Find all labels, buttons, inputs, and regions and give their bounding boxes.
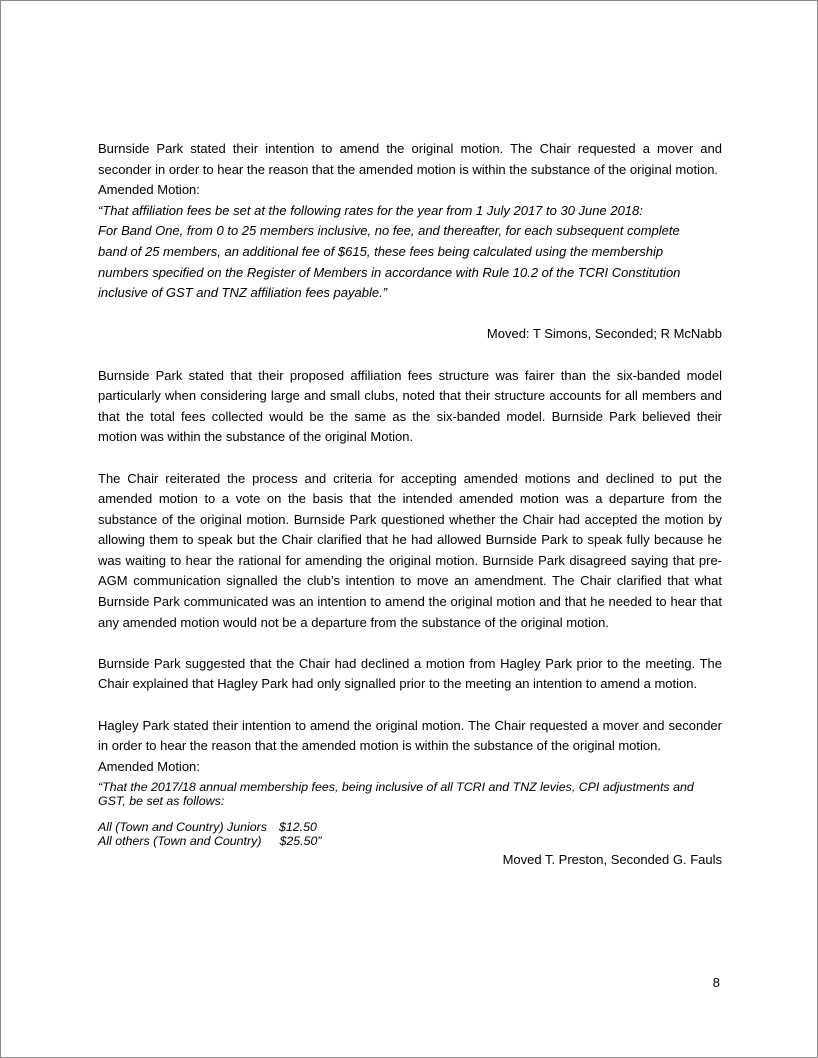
page-content bbox=[98, 139, 722, 871]
moved-seconded-1: Moved: T Simons, Seconded; R McNabb bbox=[486, 326, 722, 342]
amended-motion-label-1: Amended Motion: bbox=[98, 182, 200, 198]
motion-line: band of 25 members, an additional fee of $615, these fees being calculated using the membership bbox=[98, 243, 664, 259]
fee-row bbox=[98, 821, 722, 834]
motion-line: inclusive of GST and TNZ affiliation fees payable.” bbox=[98, 285, 388, 301]
fee-value: $25.50” bbox=[279, 833, 322, 848]
fee-label: All others (Town and Country) bbox=[98, 833, 262, 848]
amended-motion-text-1 bbox=[98, 201, 722, 304]
fee-value: $12.50 bbox=[278, 820, 317, 835]
amended-motion-label-2: Amended Motion: bbox=[98, 758, 200, 774]
fee-list bbox=[98, 821, 722, 848]
amended-motion-text-2: “That the 2017/18 annual membership fees, being inclusive of all TCRI and TNZ levies, CPI adjustments and GST, be set as follows: bbox=[98, 780, 694, 808]
fee-label: All (Town and Country) Juniors bbox=[98, 820, 267, 835]
paragraph-burnside-intention: Burnside Park stated their intention to amend the original motion. The Chair requested a mover and seconder in order to hear the reason that the amended motion is within the substance of the original motion. bbox=[98, 141, 722, 177]
moved-seconded-2: Moved T. Preston, Seconded G. Fauls bbox=[502, 852, 722, 868]
paragraph-fee-structure: Burnside Park stated that their proposed affiliation fees structure was fairer than the six-banded model particularly when considering large and small clubs, noted that their structure accounts for all members and that the total fees collected would be the same as the six-banded model. Burnside Park believed their motion was within the substance of the original Motion. bbox=[98, 367, 722, 445]
paragraph-chair-reiterated: The Chair reiterated the process and criteria for accepting amended motions and declined to put the amended motion to a vote on the basis that the intended amended motion was a departure from the substance of the original motion. Burnside Park questioned whether the Chair had accepted the motion by allowing them to speak but the Chair clarified that he had allowed Burnside Park to speak fully because he was waiting to hear the rational for amending the original motion. Burnside Park disagreed saying that pre-AGM communication signalled the club’s intention to move an amendment. The Chair clarified that what Burnside Park communicated was an intention to amend the original motion and that he needed to hear that any amended motion would not be a departure from the substance of the original motion. bbox=[98, 470, 722, 630]
fee-row bbox=[98, 835, 722, 848]
motion-line: For Band One, from 0 to 25 members inclusive, no fee, and thereafter, for each subsequent complete bbox=[98, 223, 680, 239]
paragraph-hagley-intention: Hagley Park stated their intention to amend the original motion. The Chair requested a mover and seconder in order to hear the reason that the amended motion is within the substance of the original motion. bbox=[98, 717, 722, 754]
paragraph-hagley-declined: Burnside Park suggested that the Chair had declined a motion from Hagley Park prior to the meeting. The Chair explained that Hagley Park had only signalled prior to the meeting an intention to amend a motion. bbox=[98, 655, 722, 692]
motion-line: numbers specified on the Register of Members in accordance with Rule 10.2 of the TCRI Constitution bbox=[98, 264, 681, 280]
page-number: 8 bbox=[712, 975, 720, 990]
motion-line: “That affiliation fees be set at the following rates for the year from 1 July 2017 to 30 June 2018: bbox=[98, 202, 643, 218]
